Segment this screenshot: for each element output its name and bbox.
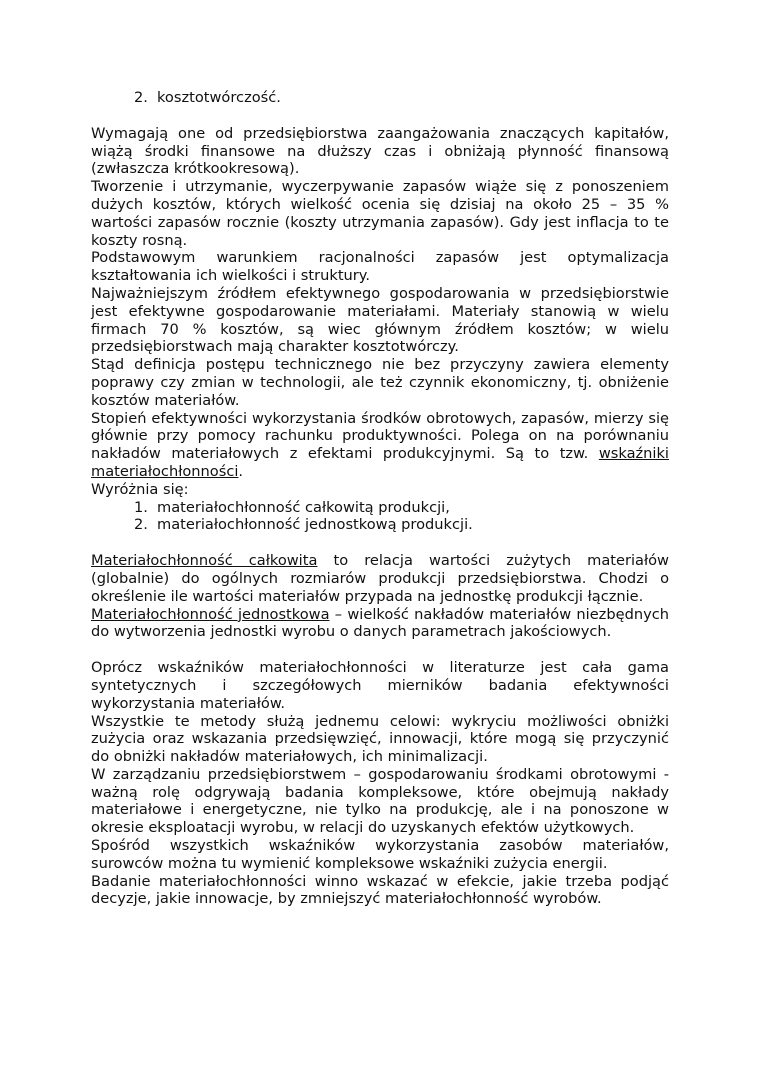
definition-text: – wielkość nakładów materiałów niezbędnych do wytworzenia jednostki wyrobu o danych parametrach jakościowych.	[91, 605, 670, 641]
paragraph: Wymagają one od przedsiębiorstwa zaangażowania znaczących kapitałów, wiążą środki finansowe na dłuższy czas i obniżają płynność finansową (zwłaszcza krótkookresową).	[91, 124, 669, 178]
numbered-list-types	[91, 499, 669, 535]
paragraph: W zarządzaniu przedsiębiorstwem – gospodarowaniu środkami obrotowymi - ważną rolę odgrywają badania kompleksowe, które obejmują nakłady materiałowe i energetyczne, nie tylko na produkcję, ale i na ponoszone w okresie eksploatacji wyrobu, w relacji do uzyskanych efektów użytkowych.	[91, 765, 669, 837]
underlined-term: wskaźniki materiałochłonności	[91, 445, 669, 480]
paragraph: Stąd definicja postępu technicznego nie bez przyczyny zawiera elementy poprawy czy zmian w technologii, ale też czynnik ekonomiczny, tj. obniżenie kosztów materiałów.	[91, 356, 669, 409]
paragraph: Oprócz wskaźników materiałochłonności w literaturze jest cała gama syntetycznych i szczegółowych mierników badania efektywności wykorzystania materiałów.	[91, 659, 669, 712]
document-body	[91, 89, 669, 908]
paragraph: Tworzenie i utrzymanie, wyczerpywanie zapasów wiąże się z ponoszeniem dużych kosztów, których wielkość ocenia się dzisiaj na około 25 – 35 % wartości zapasów rocznie (koszty utrzymania zapasów). Gdy jest inflacja to te koszty rosną.	[91, 178, 669, 249]
paragraph-gap	[91, 534, 669, 552]
punctuation: .	[238, 462, 244, 480]
list-number: 2.	[134, 516, 148, 534]
list-intro: Wyróżnia się:	[91, 480, 189, 498]
paragraph: Podstawowym warunkiem racjonalności zapasów jest optymalizacja kształtowania ich wielkości i struktury.	[91, 249, 669, 285]
paragraph: Spośród wszystkich wskaźników wykorzystania zasobów materiałów, surowców można tu wymienić kompleksowe wskaźniki zużycia energii.	[91, 837, 669, 872]
list-text: kosztotwórczość.	[157, 89, 281, 106]
paragraph: Badanie materiałochłonności winno wskazać w efekcie, jakie trzeba podjąć decyzje, jakie innowacje, by zmniejszyć materiałochłonność wyrobów.	[91, 872, 669, 908]
paragraph-gap	[91, 641, 669, 659]
numbered-list-top	[91, 89, 669, 107]
paragraph: Wszystkie te metody służą jednemu celowi: wykryciu możliwości obniżki zużycia oraz wskazania przedsięwzięć, innowacji, które mogą się przyczynić do obniżki nakładów materiałowych, ich minimalizacji.	[91, 712, 669, 766]
definition-term: Materiałochłonność jednostkowa	[91, 605, 330, 623]
paragraph-indicators	[91, 410, 669, 481]
list-item	[91, 516, 669, 534]
definition-total	[91, 552, 669, 605]
definition-term: Materiałochłonność całkowita	[91, 552, 318, 570]
list-item	[91, 89, 669, 107]
definition-text: to relacja wartości zużytych materiałów (globalnie) do ogólnych rozmiarów produkcji przedsiębiorstwa. Chodzi o określenie ile wartości materiałów przypada na jednostkę produkcji łącznie.	[91, 552, 669, 605]
list-number: 1.	[134, 498, 148, 516]
list-number: 2.	[134, 89, 148, 106]
paragraph-text: Stopień efektywności wykorzystania środków obrotowych, zapasów, mierzy się głównie przy pomocy rachunku produktywności. Polega on na porównaniu nakładów materiałowych z efektami produkcyjnymi. Są to tzw.	[91, 409, 669, 463]
list-item	[91, 499, 669, 517]
paragraph-gap	[91, 107, 669, 125]
list-text: materiałochłonność jednostkową produkcji.	[157, 516, 473, 534]
list-text: materiałochłonność całkowitą produkcji,	[157, 498, 450, 516]
definition-unit	[91, 606, 669, 642]
paragraph: Najważniejszym źródłem efektywnego gospodarowania w przedsiębiorstwie jest efektywne gospodarowanie materiałami. Materiały stanowią w wielu firmach 70 % kosztów, są wiec głównym źródłem kosztów; w wielu przedsiębiorstwach mają charakter kosztotwórczy.	[91, 284, 669, 356]
